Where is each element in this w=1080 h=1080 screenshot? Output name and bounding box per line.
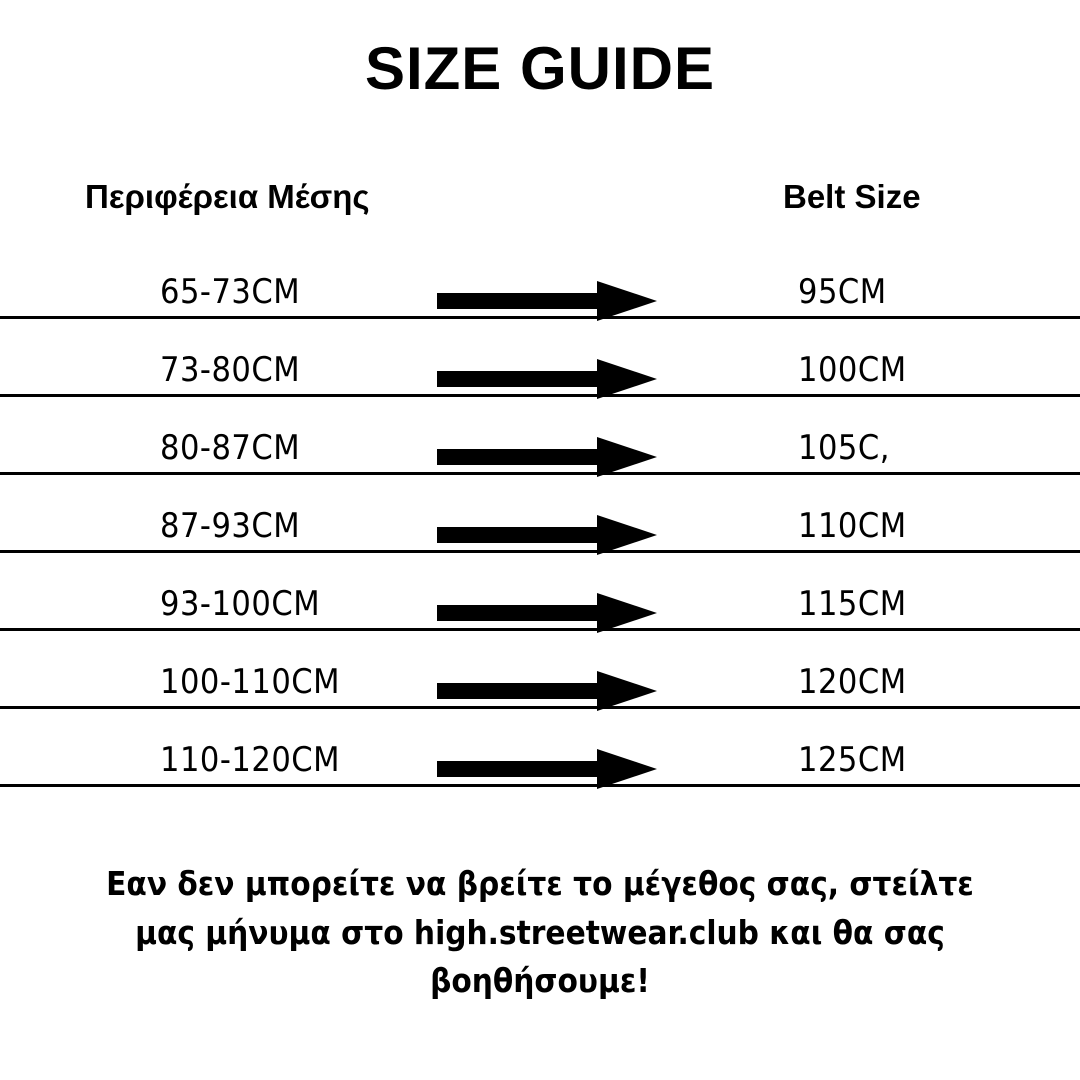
- right-arrow-icon: [437, 592, 657, 634]
- waist-range-value: 65-73CM: [160, 272, 301, 312]
- belt-size-value: 120CM: [798, 662, 907, 702]
- column-header-waist: Περιφέρεια Μέσης: [85, 178, 370, 215]
- page-title: SIZE GUIDE: [364, 35, 716, 102]
- right-arrow-icon: [437, 748, 657, 790]
- waist-range-value: 110-120CM: [160, 740, 341, 780]
- right-arrow-icon: [437, 514, 657, 556]
- waist-range-value: 80-87CM: [160, 428, 301, 468]
- belt-size-value: 110CM: [798, 506, 907, 546]
- footer-note: Εαν δεν μπορείτε να βρείτε το μέγεθος σας, στείλτε μας μήνυμα στο high.streetwear.club και θα σας βοηθήσουμε!: [106, 864, 974, 1000]
- belt-size-value: 115CM: [798, 584, 907, 624]
- belt-size-value: 100CM: [798, 350, 907, 390]
- belt-size-value: 95CM: [798, 272, 887, 312]
- table-row: [0, 475, 1080, 553]
- column-header-belt: Belt Size: [783, 178, 921, 215]
- size-table: [0, 241, 1080, 787]
- belt-size-value: 125CM: [798, 740, 907, 780]
- table-row: [0, 241, 1080, 319]
- table-row: [0, 553, 1080, 631]
- table-row: [0, 631, 1080, 709]
- waist-range-value: 93-100CM: [160, 584, 321, 624]
- table-row: [0, 709, 1080, 787]
- right-arrow-icon: [437, 670, 657, 712]
- right-arrow-icon: [437, 436, 657, 478]
- belt-size-value: 105C,: [798, 428, 890, 468]
- right-arrow-icon: [437, 280, 657, 322]
- table-row: [0, 319, 1080, 397]
- table-row: [0, 397, 1080, 475]
- waist-range-value: 73-80CM: [160, 350, 301, 390]
- right-arrow-icon: [437, 358, 657, 400]
- waist-range-value: 87-93CM: [160, 506, 301, 546]
- waist-range-value: 100-110CM: [160, 662, 341, 702]
